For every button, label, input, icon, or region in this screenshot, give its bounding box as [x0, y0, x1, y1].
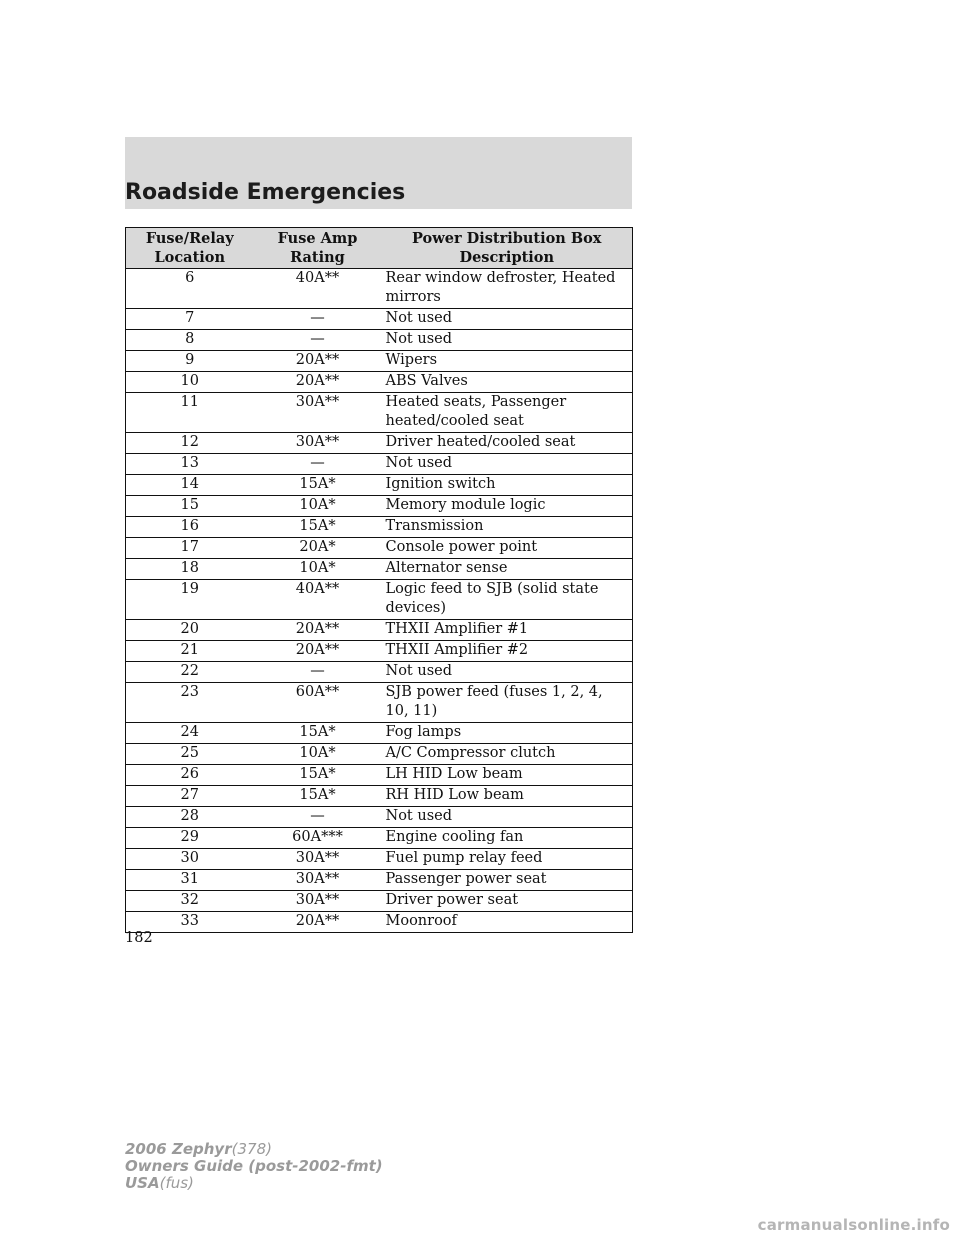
column-header-rating-line1: Fuse Amp [277, 230, 358, 247]
table-row [126, 393, 633, 433]
column-header-description-line2: Description [459, 249, 554, 266]
cell-location: 27 [126, 786, 254, 807]
cell-rating: 30A** [254, 433, 382, 454]
cell-description: Driver heated/cooled seat [382, 433, 633, 454]
column-header-location-line2: Location [154, 249, 225, 266]
cell-rating: 15A* [254, 517, 382, 538]
table-row [126, 475, 633, 496]
footer-model-code: (378) [231, 1140, 272, 1158]
table-row [126, 580, 633, 620]
cell-rating: 20A** [254, 351, 382, 372]
cell-rating: 40A** [254, 580, 382, 620]
table-row [126, 662, 633, 683]
cell-description: Transmission [382, 517, 633, 538]
table-row [126, 765, 633, 786]
cell-description: Not used [382, 662, 633, 683]
cell-location: 22 [126, 662, 254, 683]
cell-description: A/C Compressor clutch [382, 744, 633, 765]
cell-location: 21 [126, 641, 254, 662]
cell-description: Ignition switch [382, 475, 633, 496]
column-header-rating [254, 228, 382, 269]
cell-location: 11 [126, 393, 254, 433]
cell-location: 12 [126, 433, 254, 454]
cell-rating: 60A*** [254, 828, 382, 849]
table-row [126, 786, 633, 807]
cell-description: Not used [382, 309, 633, 330]
watermark-text: carmanualsonline.info [757, 1216, 950, 1234]
document-footer [125, 1141, 383, 1192]
cell-rating: 10A* [254, 496, 382, 517]
cell-description: Driver power seat [382, 891, 633, 912]
cell-rating: 20A** [254, 912, 382, 933]
cell-rating: 40A** [254, 269, 382, 309]
cell-location: 15 [126, 496, 254, 517]
cell-rating: — [254, 330, 382, 351]
table-row [126, 912, 633, 933]
footer-line-1 [125, 1141, 383, 1158]
table-row [126, 351, 633, 372]
cell-description: THXII Amplifier #2 [382, 641, 633, 662]
cell-description: Not used [382, 807, 633, 828]
cell-description: Fog lamps [382, 723, 633, 744]
cell-rating: 15A* [254, 723, 382, 744]
cell-description: Rear window defroster, Heated mirrors [382, 269, 633, 309]
column-header-location-line1: Fuse/Relay [145, 230, 234, 247]
table-row [126, 723, 633, 744]
cell-rating: 15A* [254, 765, 382, 786]
cell-rating: 20A** [254, 620, 382, 641]
cell-rating: 60A** [254, 683, 382, 723]
cell-rating: 30A** [254, 393, 382, 433]
section-header-band [125, 137, 632, 209]
table-row [126, 828, 633, 849]
table-row [126, 309, 633, 330]
cell-description: RH HID Low beam [382, 786, 633, 807]
cell-location: 23 [126, 683, 254, 723]
cell-location: 14 [126, 475, 254, 496]
cell-location: 16 [126, 517, 254, 538]
table-row [126, 559, 633, 580]
cell-description: Console power point [382, 538, 633, 559]
table-body [126, 269, 633, 933]
table-row [126, 517, 633, 538]
table-row [126, 891, 633, 912]
column-header-location [126, 228, 254, 269]
cell-rating: 20A** [254, 641, 382, 662]
cell-location: 26 [126, 765, 254, 786]
cell-description: Fuel pump relay feed [382, 849, 633, 870]
cell-location: 8 [126, 330, 254, 351]
cell-rating: 30A** [254, 849, 382, 870]
table-row [126, 641, 633, 662]
cell-rating: — [254, 309, 382, 330]
table-header-row [126, 228, 633, 269]
cell-location: 31 [126, 870, 254, 891]
cell-location: 7 [126, 309, 254, 330]
cell-location: 9 [126, 351, 254, 372]
footer-market: USA [125, 1174, 160, 1192]
table-row [126, 620, 633, 641]
cell-location: 30 [126, 849, 254, 870]
table-row [126, 807, 633, 828]
cell-rating: — [254, 662, 382, 683]
footer-market-code: (fus) [159, 1174, 194, 1192]
cell-description: Heated seats, Passenger heated/cooled seat [382, 393, 633, 433]
cell-location: 19 [126, 580, 254, 620]
cell-location: 20 [126, 620, 254, 641]
footer-guide-type: Owners Guide (post-2002-fmt) [125, 1157, 383, 1175]
cell-description: SJB power feed (fuses 1, 2, 4, 10, 11) [382, 683, 633, 723]
cell-description: Memory module logic [382, 496, 633, 517]
cell-description: Passenger power seat [382, 870, 633, 891]
footer-model: 2006 Zephyr [125, 1140, 232, 1158]
table-row [126, 372, 633, 393]
cell-description: Wipers [382, 351, 633, 372]
cell-location: 24 [126, 723, 254, 744]
column-header-description-line1: Power Distribution Box [412, 230, 602, 247]
cell-location: 25 [126, 744, 254, 765]
cell-description: Alternator sense [382, 559, 633, 580]
table-row [126, 870, 633, 891]
cell-rating: — [254, 454, 382, 475]
table-row [126, 744, 633, 765]
cell-rating: 20A** [254, 372, 382, 393]
cell-description: Engine cooling fan [382, 828, 633, 849]
cell-location: 32 [126, 891, 254, 912]
cell-location: 28 [126, 807, 254, 828]
cell-location: 33 [126, 912, 254, 933]
table-row [126, 538, 633, 559]
cell-description: Moonroof [382, 912, 633, 933]
cell-description: Not used [382, 330, 633, 351]
cell-location: 13 [126, 454, 254, 475]
column-header-rating-line2: Rating [290, 249, 345, 266]
column-header-description [382, 228, 633, 269]
cell-rating: 30A** [254, 891, 382, 912]
cell-location: 18 [126, 559, 254, 580]
cell-location: 10 [126, 372, 254, 393]
cell-rating: 30A** [254, 870, 382, 891]
cell-description: LH HID Low beam [382, 765, 633, 786]
table-row [126, 330, 633, 351]
cell-location: 29 [126, 828, 254, 849]
footer-line-2 [125, 1158, 383, 1175]
table-row [126, 269, 633, 309]
table-row [126, 683, 633, 723]
cell-description: ABS Valves [382, 372, 633, 393]
cell-description: Not used [382, 454, 633, 475]
footer-line-3 [125, 1175, 383, 1192]
power-distribution-box-fuse-table [125, 227, 633, 933]
cell-rating: 15A* [254, 786, 382, 807]
cell-rating: 15A* [254, 475, 382, 496]
cell-description: Logic feed to SJB (solid state devices) [382, 580, 633, 620]
table-row [126, 496, 633, 517]
cell-location: 6 [126, 269, 254, 309]
table-row [126, 433, 633, 454]
cell-rating: 20A* [254, 538, 382, 559]
cell-rating: 10A* [254, 559, 382, 580]
cell-rating: 10A* [254, 744, 382, 765]
cell-location: 17 [126, 538, 254, 559]
section-title: Roadside Emergencies [125, 180, 406, 205]
cell-rating: — [254, 807, 382, 828]
page-number: 182 [125, 930, 153, 946]
table-row [126, 849, 633, 870]
cell-description: THXII Amplifier #1 [382, 620, 633, 641]
table-row [126, 454, 633, 475]
